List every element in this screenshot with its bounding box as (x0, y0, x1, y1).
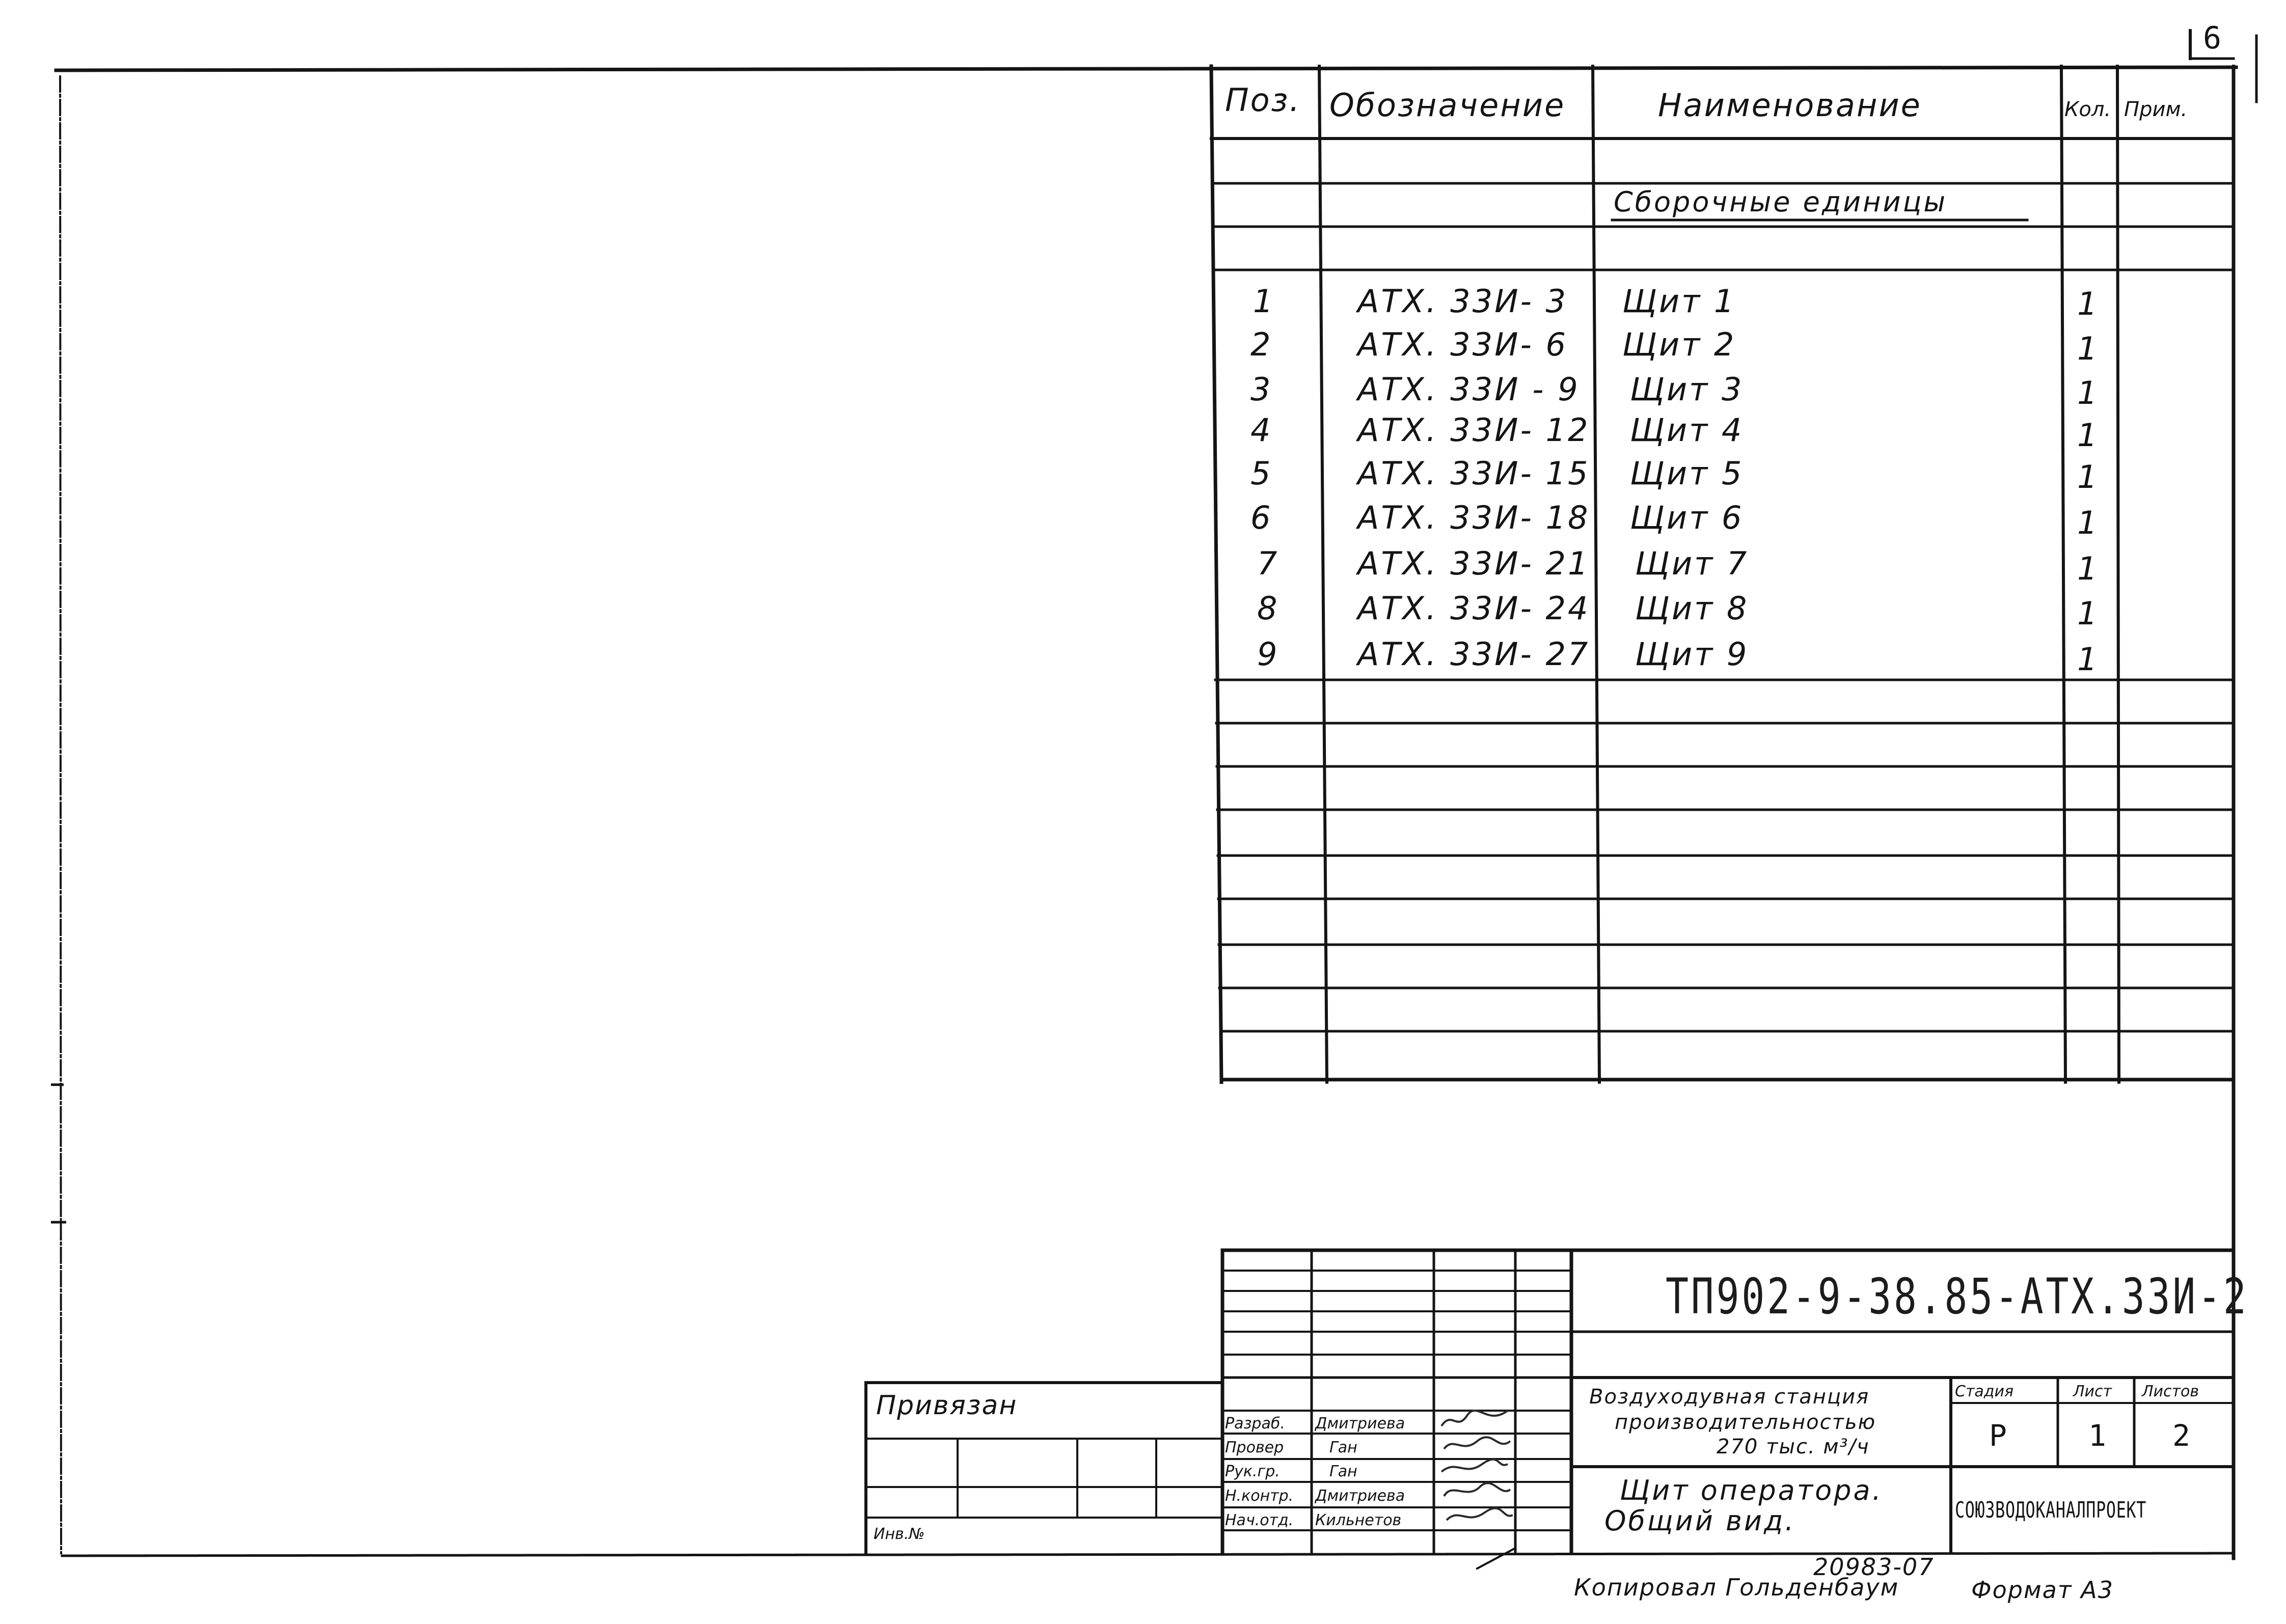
row-name: Щит 5 (1630, 455, 1744, 492)
row-qty: 1 (2077, 330, 2100, 367)
row-pos: 8 (1257, 590, 1280, 627)
organization: СОЮЗВОДОКАНАЛПРОЕКТ (1955, 1497, 2147, 1523)
row-designation: АТХ. 33И- 27 (1357, 636, 1590, 673)
row-qty: 1 (2077, 595, 2100, 632)
row-designation: АТХ. 33И- 21 (1357, 545, 1590, 582)
project-title-line: производительностью (1615, 1411, 1876, 1434)
row-name: Щит 6 (1630, 499, 1744, 536)
header-note: Прим. (2124, 98, 2188, 121)
signatures (1436, 1406, 1513, 1548)
row-designation: АТХ. 33И- 6 (1357, 326, 1568, 363)
role-name: Дмитриева (1315, 1487, 1405, 1505)
row-qty: 1 (2077, 550, 2100, 587)
row-qty: 1 (2077, 285, 2100, 322)
header-qty: Кол. (2064, 98, 2111, 121)
row-qty: 1 (2077, 504, 2100, 541)
row-designation: АТХ. 33И- 3 (1357, 283, 1568, 320)
sheet-title-line: Щит оператора. (1620, 1474, 1883, 1506)
row-designation: АТХ. 33И- 12 (1357, 411, 1590, 449)
row-designation: АТХ. 33И- 15 (1357, 455, 1590, 492)
sheets-label: Листов (2142, 1383, 2199, 1400)
row-qty: 1 (2077, 417, 2100, 454)
header-designation: Обозначение (1329, 87, 1566, 124)
row-pos: 4 (1250, 411, 1273, 449)
role-name: Кильнетов (1315, 1511, 1402, 1529)
sheets-value: 2 (2172, 1418, 2190, 1453)
row-pos: 5 (1250, 455, 1273, 492)
inv-no-label: Инв.№ (874, 1525, 925, 1543)
role-label: Рук.гр. (1225, 1463, 1280, 1480)
sheet-value: 1 (2088, 1418, 2106, 1453)
row-name: Щит 9 (1635, 636, 1749, 673)
row-pos: 7 (1257, 545, 1280, 582)
row-name: Щит 8 (1635, 590, 1749, 627)
project-title-line: 270 тыс. м³/ч (1717, 1435, 1870, 1458)
section-title: Сборочные единицы (1614, 186, 1948, 218)
row-name: Щит 4 (1630, 411, 1744, 449)
stage-value: Р (1989, 1418, 2007, 1453)
row-designation: АТХ. 33И - 9 (1357, 371, 1580, 408)
row-qty: 1 (2077, 458, 2100, 496)
role-name: Ган (1329, 1439, 1357, 1456)
row-pos: 2 (1250, 326, 1273, 363)
format-label: Формат А3 (1971, 1576, 2114, 1604)
role-label: Провер (1225, 1439, 1284, 1456)
document-code: ТП902-9-38.85-АТХ.33И-2 (1666, 1268, 2249, 1325)
row-name: Щит 2 (1622, 326, 1736, 363)
row-pos: 1 (1253, 283, 1275, 320)
row-qty: 1 (2077, 641, 2100, 678)
role-name: Ган (1329, 1463, 1357, 1480)
role-label: Н.контр. (1225, 1487, 1294, 1505)
sheet-title-line: Общий вид. (1604, 1505, 1796, 1537)
role-label: Нач.отд. (1225, 1511, 1294, 1529)
archive-number: 20983-07 (1813, 1553, 1935, 1581)
stage-label: Стадия (1955, 1383, 2014, 1400)
row-designation: АТХ. 33И- 18 (1357, 499, 1590, 536)
corner-sheet-mark: 6 (2203, 20, 2222, 56)
row-designation: АТХ. 33И- 24 (1357, 590, 1590, 627)
row-name: Щит 1 (1622, 283, 1736, 320)
attached-label: Привязан (876, 1390, 1018, 1421)
header-pos: Поз. (1225, 81, 1301, 119)
row-name: Щит 3 (1630, 371, 1744, 408)
role-name: Дмитриева (1315, 1415, 1405, 1433)
header-name: Наименование (1658, 87, 1922, 124)
sheet-label: Лист (2073, 1383, 2112, 1400)
copied-by: Копировал Гольденбаум (1574, 1574, 1899, 1601)
role-label: Разраб. (1225, 1415, 1285, 1433)
row-name: Щит 7 (1635, 545, 1749, 582)
row-pos: 3 (1250, 371, 1273, 408)
row-pos: 6 (1250, 499, 1273, 536)
row-qty: 1 (2077, 374, 2100, 411)
project-title-line: Воздуходувная станция (1589, 1385, 1870, 1409)
row-pos: 9 (1257, 636, 1280, 673)
